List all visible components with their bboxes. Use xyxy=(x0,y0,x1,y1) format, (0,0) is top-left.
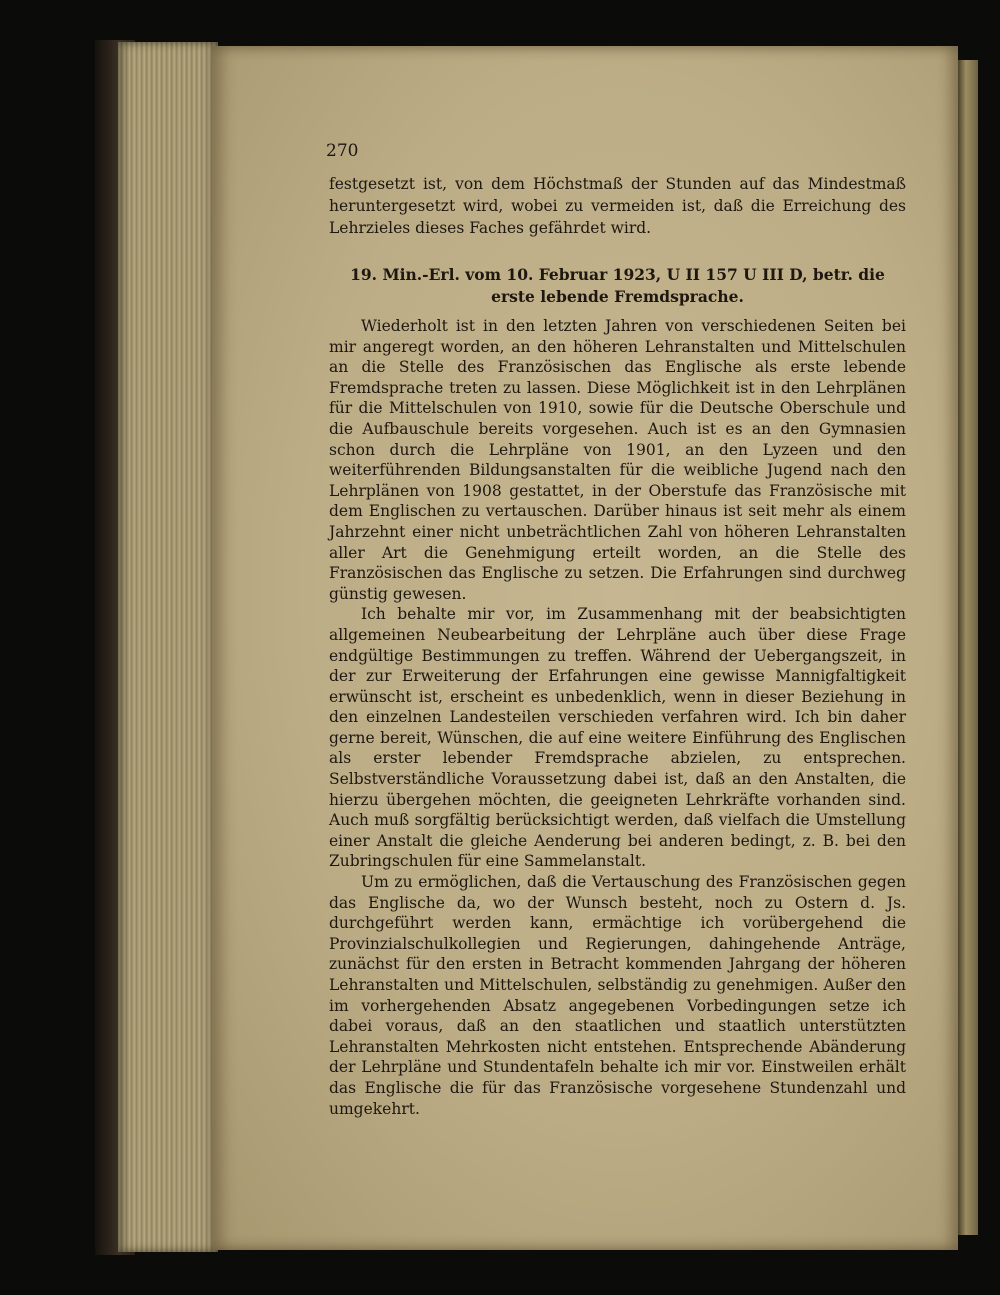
section-body xyxy=(329,316,906,1119)
continuation-text: festgesetzt ist, von dem Höchstmaß der Stunden auf das Mindestmaß heruntergesetzt wird, wobei zu vermeiden ist, daß die Erreichung des Lehrzieles dieses Faches gefährdet wird. xyxy=(329,175,906,237)
next-page-sliver xyxy=(958,60,978,1235)
paragraph: Um zu ermöglichen, daß die Vertauschung des Französischen gegen das Englische da, wo der Wunsch besteht, noch zu Ostern d. Js. durchgeführt werden kann, ermächtige ich vorübergehend die Provinzialschulkollegien und Regierungen, dahingehende Anträge, zunächst für den ersten in Betracht kommenden Jahrgang der höheren Lehranstalten und Mittelschulen, selbständig zu genehmigen. Außer den im vorhergehenden Absatz angegebenen Vorbedingungen setze ich dabei voraus, daß an den staatlichen und staatlich unterstützten Lehranstalten Mehrkosten nicht entstehen. Entsprechende Abänderung der Lehrpläne und Stundentafeln behalte ich mir vor. Einstweilen erhält das Englische die für das Französische vorgesehene Stundenzahl und umgekehrt. xyxy=(329,873,906,1118)
page-number: 270 xyxy=(326,141,359,161)
continuation-paragraph xyxy=(329,173,906,239)
book-page xyxy=(212,46,958,1250)
paragraph: Wiederholt ist in den letzten Jahren von verschiedenen Seiten bei mir angeregt worden, an den höheren Lehranstalten und Mittelschulen an die Stelle des Französischen das Englische als erste lebende Fremdsprache treten zu lassen. Diese Möglichkeit ist in den Lehrplänen für die Mittelschulen von 1910, sowie für die Deutsche Oberschule und die Aufbauschule bereits vorgesehen. Auch ist es an den Gymnasien schon durch die Lehrpläne von 1901, an den Lyzeen und den weiterführenden Bildungsanstalten für die weibliche Jugend nach den Lehrplänen von 1908 gestattet, in der Oberstufe das Französische mit dem Englischen zu vertauschen. Darüber hinaus ist seit mehr als einem Jahrzehnt einer nicht unbeträchtlichen Zahl von höheren Lehranstalten aller Art die Genehmigung erteilt worden, an die Stelle des Französischen das Englische zu setzen. Die Erfahrungen sind durchweg günstig gewesen. xyxy=(329,317,906,603)
page-block-edges xyxy=(118,42,218,1252)
paragraph: Ich behalte mir vor, im Zusammenhang mit der beabsichtigten allgemeinen Neubearbeitung der Lehrpläne auch über diese Frage endgültige Bestimmungen zu treffen. Während der Uebergangszeit, in der zur Erweiterung der Erfahrungen eine gewisse Mannigfaltigkeit erwünscht ist, erscheint es unbedenklich, wenn in dieser Beziehung in den einzelnen Landesteilen verschieden verfahren wird. Ich bin daher gerne bereit, Wünschen, die auf eine weitere Einführung des Englischen als erster lebender Fremdsprache abzielen, zu entsprechen. Selbstverständliche Voraussetzung dabei ist, daß an den Anstalten, die hierzu übergehen möchten, die geeigneten Lehrkräfte vorhanden sind. Auch muß sorgfältig berücksichtigt werden, daß vielfach die Umstellung einer Anstalt die gleiche Aenderung bei anderen bedingt, z. B. bei den Zubringschulen für eine Sammelanstalt. xyxy=(329,605,906,871)
section-heading: 19. Min.-Erl. vom 10. Februar 1923, U II 157 U III D, betr. die erste lebende Fremdsprache. xyxy=(350,265,885,306)
